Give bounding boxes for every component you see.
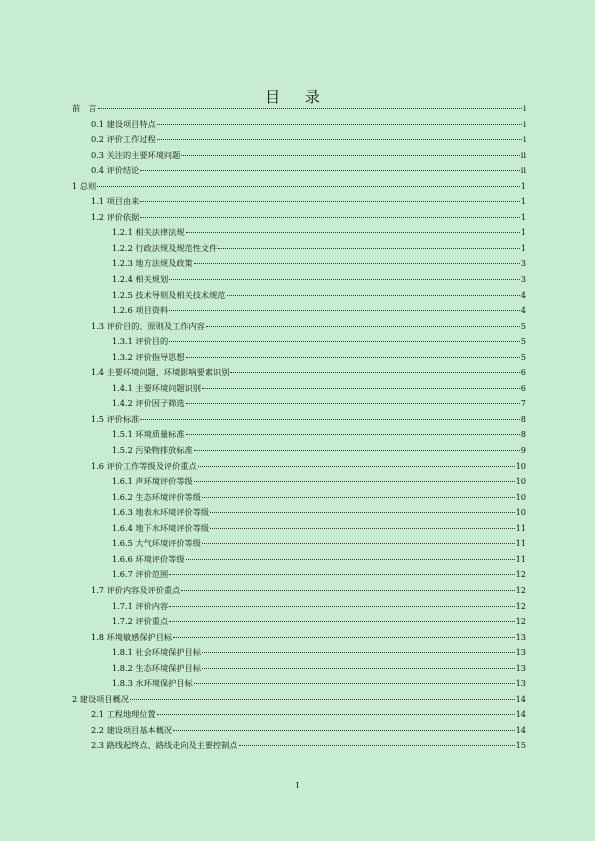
toc-entry[interactable] <box>72 614 526 630</box>
toc-entry-page: 5 <box>520 320 526 331</box>
toc-dot-leader <box>202 543 515 544</box>
toc-entry-page: ii <box>520 165 526 176</box>
toc-dot-leader <box>169 621 514 622</box>
toc-entry-label: 1.4 主要环境问题、环境影响要素识别 <box>91 367 230 378</box>
toc-entry[interactable] <box>72 427 526 443</box>
toc-entry[interactable] <box>72 630 526 646</box>
toc-entry-page: 13 <box>515 631 526 642</box>
toc-dot-leader <box>173 637 514 638</box>
toc-entry[interactable] <box>72 225 526 241</box>
toc-entry-label: 1.7 评价内容及评价重点 <box>91 584 181 595</box>
toc-entry-label: 1.5.2 污染物排放标准 <box>112 445 193 456</box>
toc-entry-label: 2 建设项目概况 <box>72 693 129 704</box>
toc-entry-page: 5 <box>520 351 526 362</box>
toc-dot-leader <box>202 497 515 498</box>
toc-entry-page: 6 <box>520 382 526 393</box>
toc-entry-label: 1.2.2 行政法规及规范性文件 <box>112 242 218 253</box>
toc-dot-leader <box>169 574 514 575</box>
toc-entry-page: 9 <box>520 445 526 456</box>
toc-entry-page: i <box>523 103 526 113</box>
toc-entry-label: 1.6.1 声环境评价等级 <box>112 476 193 487</box>
toc-entry[interactable] <box>72 567 526 583</box>
toc-entry-label: 1.6.6 环境评价等级 <box>112 553 185 564</box>
toc-entry-page: 3 <box>520 258 526 269</box>
toc-dot-leader <box>198 466 515 467</box>
toc-entry[interactable] <box>72 303 526 319</box>
toc-dot-leader <box>194 481 515 482</box>
toc-entry-label: 1.2.6 项目资料 <box>112 305 169 316</box>
toc-dot-leader <box>169 606 514 607</box>
toc-dot-leader <box>169 341 520 342</box>
toc-entry-page: 7 <box>520 398 526 409</box>
toc-entry-page: 11 <box>515 553 526 564</box>
toc-entry[interactable] <box>72 350 526 366</box>
toc-entry[interactable] <box>72 319 526 335</box>
toc-entry-label: 1.5.1 环境质量标准 <box>112 429 185 440</box>
toc-entry-page: 15 <box>515 740 526 751</box>
toc-entry-page: 10 <box>515 476 526 487</box>
toc-dot-leader <box>210 528 514 529</box>
toc-entry-label: 1.8 环境敏感保护目标 <box>91 631 173 642</box>
toc-entry-label: 1.1 项目由来 <box>91 196 140 207</box>
toc-entry-page: 1 <box>520 242 526 253</box>
toc-entry-label: 2.3 路线起终点、路线走向及主要控制点 <box>91 740 238 751</box>
toc-entry[interactable] <box>72 707 526 723</box>
toc-entry-label: 1.2.4 相关规划 <box>112 274 169 285</box>
toc-entry[interactable] <box>72 272 526 288</box>
toc-entry[interactable] <box>72 583 526 599</box>
toc-entry[interactable] <box>72 132 526 148</box>
toc-entry-page: 12 <box>515 569 526 580</box>
toc-entry-page: 8 <box>520 429 526 440</box>
toc-entry-label: 1.3 评价目的、原则及工作内容 <box>91 320 205 331</box>
toc-entry[interactable] <box>72 474 526 490</box>
toc-dot-leader <box>194 683 515 684</box>
toc-entry[interactable] <box>72 536 526 552</box>
toc-entry[interactable] <box>72 148 526 164</box>
toc-dot-leader <box>157 124 523 125</box>
toc-entry-page: 4 <box>520 289 526 300</box>
toc-dot-leader <box>140 170 519 171</box>
toc-entry-label: 1.6.3 地表水环境评价等级 <box>112 507 210 518</box>
toc-dot-leader <box>169 310 520 311</box>
toc-dot-leader <box>157 139 523 140</box>
toc-dot-leader <box>227 295 520 296</box>
toc-entry[interactable] <box>72 117 526 133</box>
toc-dot-leader <box>140 201 519 202</box>
toc-entry-page: 4 <box>520 305 526 316</box>
toc-dot-leader <box>210 512 514 513</box>
toc-dot-leader <box>140 217 519 218</box>
toc-entry[interactable] <box>72 738 526 754</box>
toc-entry[interactable] <box>72 645 526 661</box>
toc-dot-leader <box>186 434 520 435</box>
toc-entry[interactable] <box>72 163 526 179</box>
toc-entry-page: 1 <box>520 211 526 222</box>
toc-dot-leader <box>186 357 520 358</box>
toc-entry-label: 1.2.5 技术导则及相关技术规范 <box>112 289 226 300</box>
toc-entry[interactable] <box>72 443 526 459</box>
toc-entry[interactable] <box>72 288 526 304</box>
toc-entry[interactable] <box>72 490 526 506</box>
toc-entry-label: 1.8.2 生态环境保护目标 <box>112 662 201 673</box>
toc-entry-label: 1.6.5 大气环境评价等级 <box>112 538 201 549</box>
toc-entry-page: 10 <box>515 491 526 502</box>
toc-entry-page: 5 <box>520 336 526 347</box>
toc-entry[interactable] <box>72 194 526 210</box>
toc-entry-label: 1.5 评价标准 <box>91 413 140 424</box>
toc-dot-leader <box>173 730 514 731</box>
toc-entry-page: 12 <box>515 600 526 611</box>
toc-entry[interactable] <box>72 505 526 521</box>
toc-dot-leader <box>98 108 523 109</box>
toc-entry[interactable] <box>72 256 526 272</box>
toc-entry[interactable] <box>72 210 526 226</box>
toc-dot-leader <box>186 232 520 233</box>
toc-entry-label: 1.8.3 水环境保护目标 <box>112 678 193 689</box>
toc-entry-label: 1.2 评价依据 <box>91 211 140 222</box>
toc-entry-page: 8 <box>520 413 526 424</box>
toc-entry-label: 1.3.1 评价目的 <box>112 336 169 347</box>
toc-dot-leader <box>140 419 519 420</box>
page-title: 目 录 <box>265 88 330 107</box>
toc-entry-label: 1.4.1 主要环境问题识别 <box>112 382 201 393</box>
toc-entry[interactable] <box>72 396 526 412</box>
toc-entry-page: 6 <box>520 367 526 378</box>
toc-dot-leader <box>186 559 515 560</box>
toc-entry-label: 2.1 工程地理位置 <box>91 709 156 720</box>
toc-dot-leader <box>169 279 520 280</box>
toc-dot-leader <box>194 450 520 451</box>
toc-entry[interactable] <box>72 179 526 195</box>
toc-entry-label: 0.4 评价结论 <box>91 165 140 176</box>
toc-dot-leader <box>181 590 514 591</box>
toc-entry-page: 13 <box>515 678 526 689</box>
toc-entry-page: 13 <box>515 647 526 658</box>
toc-entry-page: 10 <box>515 460 526 471</box>
toc-dot-leader <box>230 372 519 373</box>
toc-dot-leader <box>239 745 515 746</box>
toc-entry-label: 1.7.2 评价重点 <box>112 616 169 627</box>
toc-entry-page: 14 <box>515 709 526 720</box>
toc-entry-label: 0.2 评价工作过程 <box>91 134 156 145</box>
toc-entry[interactable] <box>72 365 526 381</box>
toc-entry-label: 1.6.7 评价范围 <box>112 569 169 580</box>
toc-entry-page: 1 <box>520 180 526 191</box>
toc-dot-leader <box>194 263 520 264</box>
toc-entry-page: 11 <box>515 538 526 549</box>
toc-entry[interactable] <box>72 692 526 708</box>
toc-entry[interactable] <box>72 101 526 117</box>
toc-entry-label: 1.6.2 生态环境评价等级 <box>112 491 201 502</box>
toc-entry[interactable] <box>72 381 526 397</box>
toc-entry-label: 1.8.1 社会环境保护目标 <box>112 647 201 658</box>
toc-entry-label: 2.2 建设项目基本概况 <box>91 724 173 735</box>
toc-entry-page: 1 <box>520 196 526 207</box>
toc-entry-label: 1.6 评价工作等级及评价重点 <box>91 460 197 471</box>
toc-entry-label: 1.4.2 评价因子筛选 <box>112 398 185 409</box>
toc-entry[interactable] <box>72 661 526 677</box>
toc-entry[interactable] <box>72 552 526 568</box>
toc-entry-page: 12 <box>515 584 526 595</box>
toc-dot-leader <box>218 248 519 249</box>
toc-entry-label: 1.7.1 评价内容 <box>112 600 169 611</box>
toc-entry-page: i <box>523 134 526 145</box>
toc-entry-page: i <box>523 118 526 129</box>
toc-entry[interactable] <box>72 521 526 537</box>
toc-dot-leader <box>97 186 520 187</box>
toc-entry[interactable] <box>72 334 526 350</box>
toc-entry-label: 1.6.4 地下水环境评价等级 <box>112 522 210 533</box>
toc-entry-label: 1 总则 <box>72 180 97 191</box>
toc-entry-label: 0.1 建设项目特点 <box>91 118 156 129</box>
toc-dot-leader <box>202 652 515 653</box>
toc-entry[interactable] <box>72 599 526 615</box>
toc-entry[interactable] <box>72 723 526 739</box>
toc-dot-leader <box>181 155 519 156</box>
toc-entry[interactable] <box>72 676 526 692</box>
toc-entry-page: 12 <box>515 616 526 627</box>
toc-entry-page: 11 <box>515 522 526 533</box>
toc-dot-leader <box>157 714 515 715</box>
toc-entry-page: 10 <box>515 507 526 518</box>
toc-dot-leader <box>186 403 520 404</box>
toc-dot-leader <box>202 668 515 669</box>
page-number: I <box>295 781 300 790</box>
toc-entry[interactable] <box>72 459 526 475</box>
toc-dot-leader <box>130 699 515 700</box>
toc-entry-page: ii <box>520 149 526 160</box>
toc-entry[interactable] <box>72 412 526 428</box>
toc-entry-page: 14 <box>515 724 526 735</box>
toc-entry-page: 3 <box>520 274 526 285</box>
toc-entry-label: 1.2.3 地方法规及政策 <box>112 258 193 269</box>
toc-entry-label: 1.2.1 相关法律法规 <box>112 227 185 238</box>
toc-dot-leader <box>206 326 520 327</box>
toc-entry[interactable] <box>72 241 526 257</box>
toc-entry-page: 14 <box>515 693 526 704</box>
toc-entry-label: 0.3 关注的主要环境问题 <box>91 149 181 160</box>
toc-entry-page: 1 <box>520 227 526 238</box>
table-of-contents <box>72 101 526 754</box>
toc-dot-leader <box>202 388 520 389</box>
toc-entry-label: 前 言 <box>72 103 97 113</box>
toc-entry-page: 13 <box>515 662 526 673</box>
toc-entry-label: 1.3.2 评价指导思想 <box>112 351 185 362</box>
